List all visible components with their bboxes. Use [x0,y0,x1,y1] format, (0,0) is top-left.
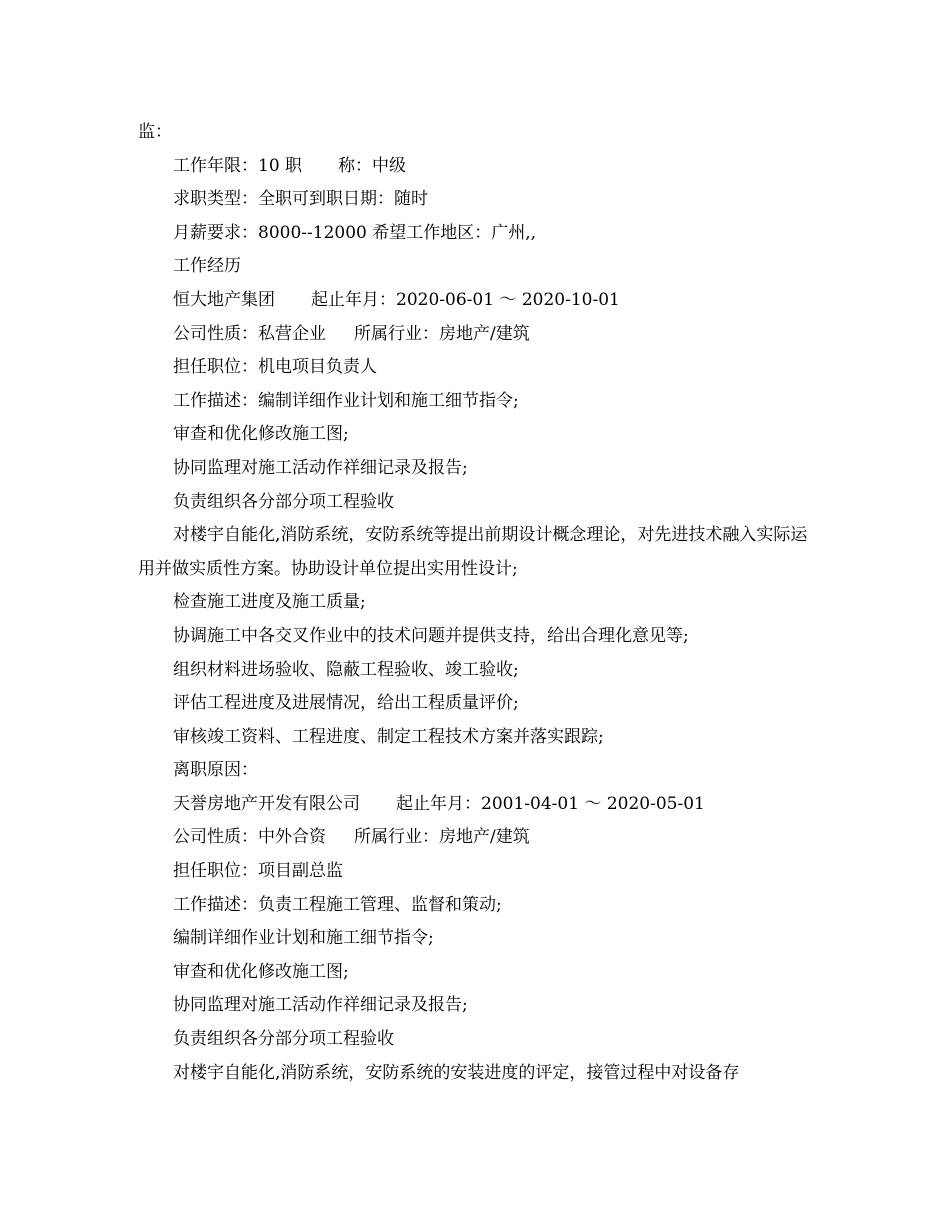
job2-industry: 所属行业：房地产/建筑 [354,827,530,848]
job1-position: 担任职位：机电项目负责人 [173,357,377,378]
job2-position: 担任职位：项目副总监 [173,861,343,882]
job1-period: 起止年月：2020-06-01 ～ 2020-10-01 [311,289,620,310]
job1-description: 工作描述：编制详细作业计划和施工细节指令; [173,390,519,411]
work-years-line [138,150,818,184]
job2-company: 天誉房地产开发有限公司 [173,793,360,814]
text-line: 协同监理对施工活动作祥细记录及报告; [173,457,468,478]
job2-description: 工作描述：负责工程施工管理、监督和策动; [173,894,502,915]
job2-company-type: 公司性质：中外合资 [173,827,326,848]
text-line: 评估工程进度及进展情况，给出工程质量评价; [173,693,519,714]
job-title-level: 称：中级 [338,155,407,176]
job1-company-type: 公司性质：私营企业 [173,323,326,344]
text-line: 对楼宇自能化,消防系统，安防系统的安装进度的评定，接管过程中对设备存 [173,1062,740,1083]
text-line: 编制详细作业计划和施工细节指令; [173,928,434,949]
text-line: 组织材料进场验收、隐蔽工程验收、竣工验收; [173,659,519,680]
text-line: 审查和优化修改施工图; [173,424,349,445]
text-line: 协调施工中各交叉作业中的技术问题并提供支持，给出合理化意见等; [173,625,689,646]
job1-company: 恒大地产集团 [173,289,275,310]
job-type-line: 求职类型：全职可到职日期：随时 [173,189,428,210]
text-line: 负责组织各分部分项工程验收 [173,1029,394,1050]
text-line: 监： [138,122,172,142]
text-line: 审查和优化修改施工图; [173,961,349,982]
section-heading-work-experience: 工作经历 [173,256,241,277]
text-paragraph: 对楼宇自能化,消防系统，安防系统等提出前期设计概念理论，对先进技术融入实际运用并做实质性方案。协助设计单位提出实用性设计; [138,525,808,579]
job2-company-type-line [138,821,818,855]
text-line: 检查施工进度及施工质量; [173,592,366,613]
job2-header [138,788,818,822]
job1-header [138,284,818,318]
job1-company-type-line [138,318,818,352]
resume-body [138,116,818,1090]
text-line: 负责组织各分部分项工程验收 [173,491,394,512]
work-years: 工作年限：10 职 [173,155,303,176]
text-line: 协同监理对施工活动作祥细记录及报告; [173,995,468,1016]
job1-industry: 所属行业：房地产/建筑 [354,323,530,344]
text-line: 审核竣工资料、工程进度、制定工程技术方案并落实跟踪; [173,726,604,747]
salary-line: 月薪要求：8000--12000 希望工作地区：广州,, [173,222,537,243]
job1-leave-reason: 离职原因： [173,760,258,781]
job2-period: 起止年月：2001-04-01 ～ 2020-05-01 [396,793,705,814]
